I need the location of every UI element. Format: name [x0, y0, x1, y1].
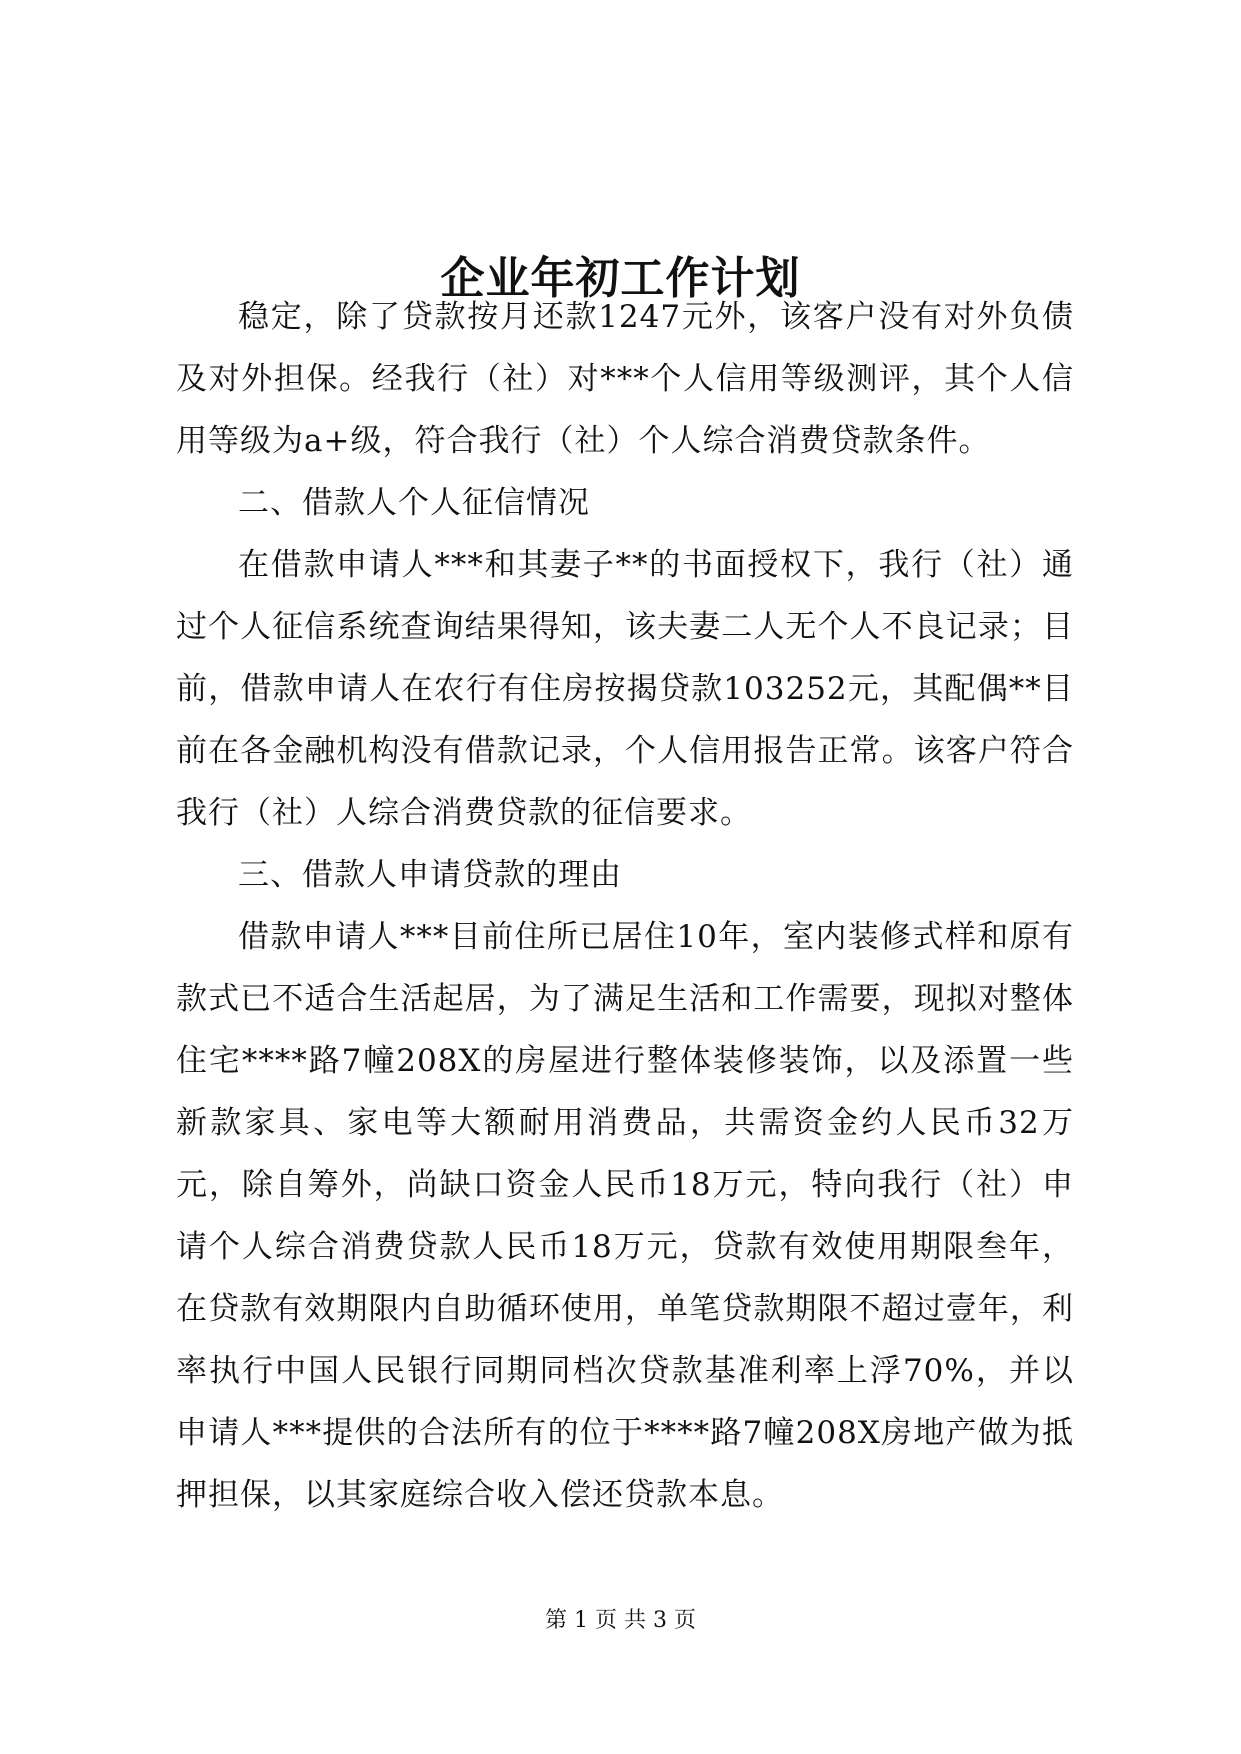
section-heading-credit-report: 二、借款人个人征信情况 — [238, 485, 590, 521]
section-heading-loan-reason: 三、借款人申请贷款的理由 — [238, 857, 622, 893]
paragraph-loan-reason: 借款申请人***目前住所已居住10年，室内装修式样和原有款式已不适合生活起居，为了满足生活和工作需要，现拟对整体住宅****路7幢208X的房屋进行整体装修装饰，以及添置一些新款家具、家电等大额耐用消费品，共需资金约人民币32万元，除自筹外，尚缺口资金人民币18万元，特向我行（社）申请个人综合消费贷款人民币18万元，贷款有效使用期限叁年，在贷款有效期限内自助循环使用，单笔贷款期限不超过壹年，利率执行中国人民银行同期同档次贷款基准利率上浮70%，并以申请人***提供的合法所有的位于****路7幢208X房地产做为抵押担保，以其家庭综合收入偿还贷款本息。 — [176, 919, 1074, 1513]
page-number-footer: 第 1 页 共 3 页 — [545, 1608, 696, 1633]
document-title: 企业年初工作计划 — [440, 253, 801, 305]
document-body — [176, 286, 1074, 1526]
paragraph-credit-report: 在借款申请人***和其妻子**的书面授权下，我行（社）通过个人征信系统查询结果得知，该夫妻二人无个人不良记录；目前，借款申请人在农行有住房按揭贷款103252元，其配偶**目前在各金融机构没有借款记录，个人信用报告正常。该客户符合我行（社）人综合消费贷款的征信要求。 — [176, 547, 1074, 831]
paragraph-credit-rating: 稳定，除了贷款按月还款1247元外，该客户没有对外负债及对外担保。经我行（社）对***个人信用等级测评，其个人信用等级为a+级，符合我行（社）个人综合消费贷款条件。 — [176, 299, 1074, 459]
